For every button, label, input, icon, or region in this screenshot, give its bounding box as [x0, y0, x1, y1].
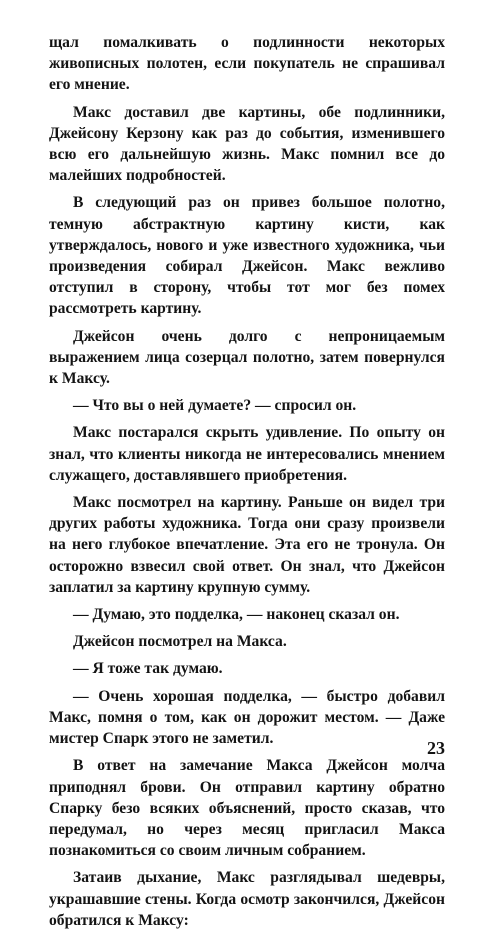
paragraph: Макс посмотрел на картину. Раньше он видел три других работы художника. Тогда они сразу произвели на него глубокое впечатление. Эта его не тронула. Он осторожно взвесил свой ответ. Он знал, что Джейсон заплатил за картину крупную сумму.: [49, 494, 445, 596]
paragraph: Джейсон очень долго с непроницаемым выражением лица созерцал полотно, затем повернулся к Максу.: [49, 327, 445, 388]
paragraph: — Что вы о ней думаете? — спросил он.: [73, 397, 357, 415]
paragraph: — Думаю, это подделка, — наконец сказал он.: [73, 606, 400, 624]
page-number: 23: [427, 738, 445, 758]
book-page: [49, 32, 445, 937]
paragraph: Макс постарался скрыть удивление. По опыту он знал, что клиенты никогда не интересовались мнением служащего, доставлявшего приобретения.: [49, 424, 445, 484]
paragraph: В следующий раз он привез большое полотно, темную абстрактную картину кисти, как утверждалось, нового и уже известного художника, чьи произведения собирал Джейсон. Макс вежливо отступил в сторону, чтобы тот мог без помех рассмотреть картину.: [49, 194, 445, 318]
paragraph: Затаив дыхание, Макс разглядывал шедевры, украшавшие стены. Когда осмотр закончился, Джейсон обратился к Максу:: [49, 869, 445, 929]
paragraph: щал помалкивать о подлинности некоторых живописных полотен, если покупатель не спрашивал его мнение.: [49, 34, 445, 94]
paragraph: Джейсон посмотрел на Макса.: [73, 633, 287, 651]
paragraph: — Очень хорошая подделка, — быстро добавил Макс, помня о том, как он дорожит местом. — Даже мистер Спарк этого не заметил.: [49, 687, 445, 748]
paragraph: В ответ на замечание Макса Джейсон молча приподнял брови. Он отправил картину обратно Спарку безо всяких объяснений, просто сказав, что передумал, но через месяц пригласил Макса познакомиться со своим личным собранием.: [49, 757, 445, 860]
paragraph: — Я тоже так думаю.: [73, 660, 223, 678]
paragraph: Макс доставил две картины, обе подлинники, Джейсону Керзону как раз до события, изменившего всю его дальнейшую жизнь. Макс помнил все до малейших подробностей.: [49, 103, 445, 185]
